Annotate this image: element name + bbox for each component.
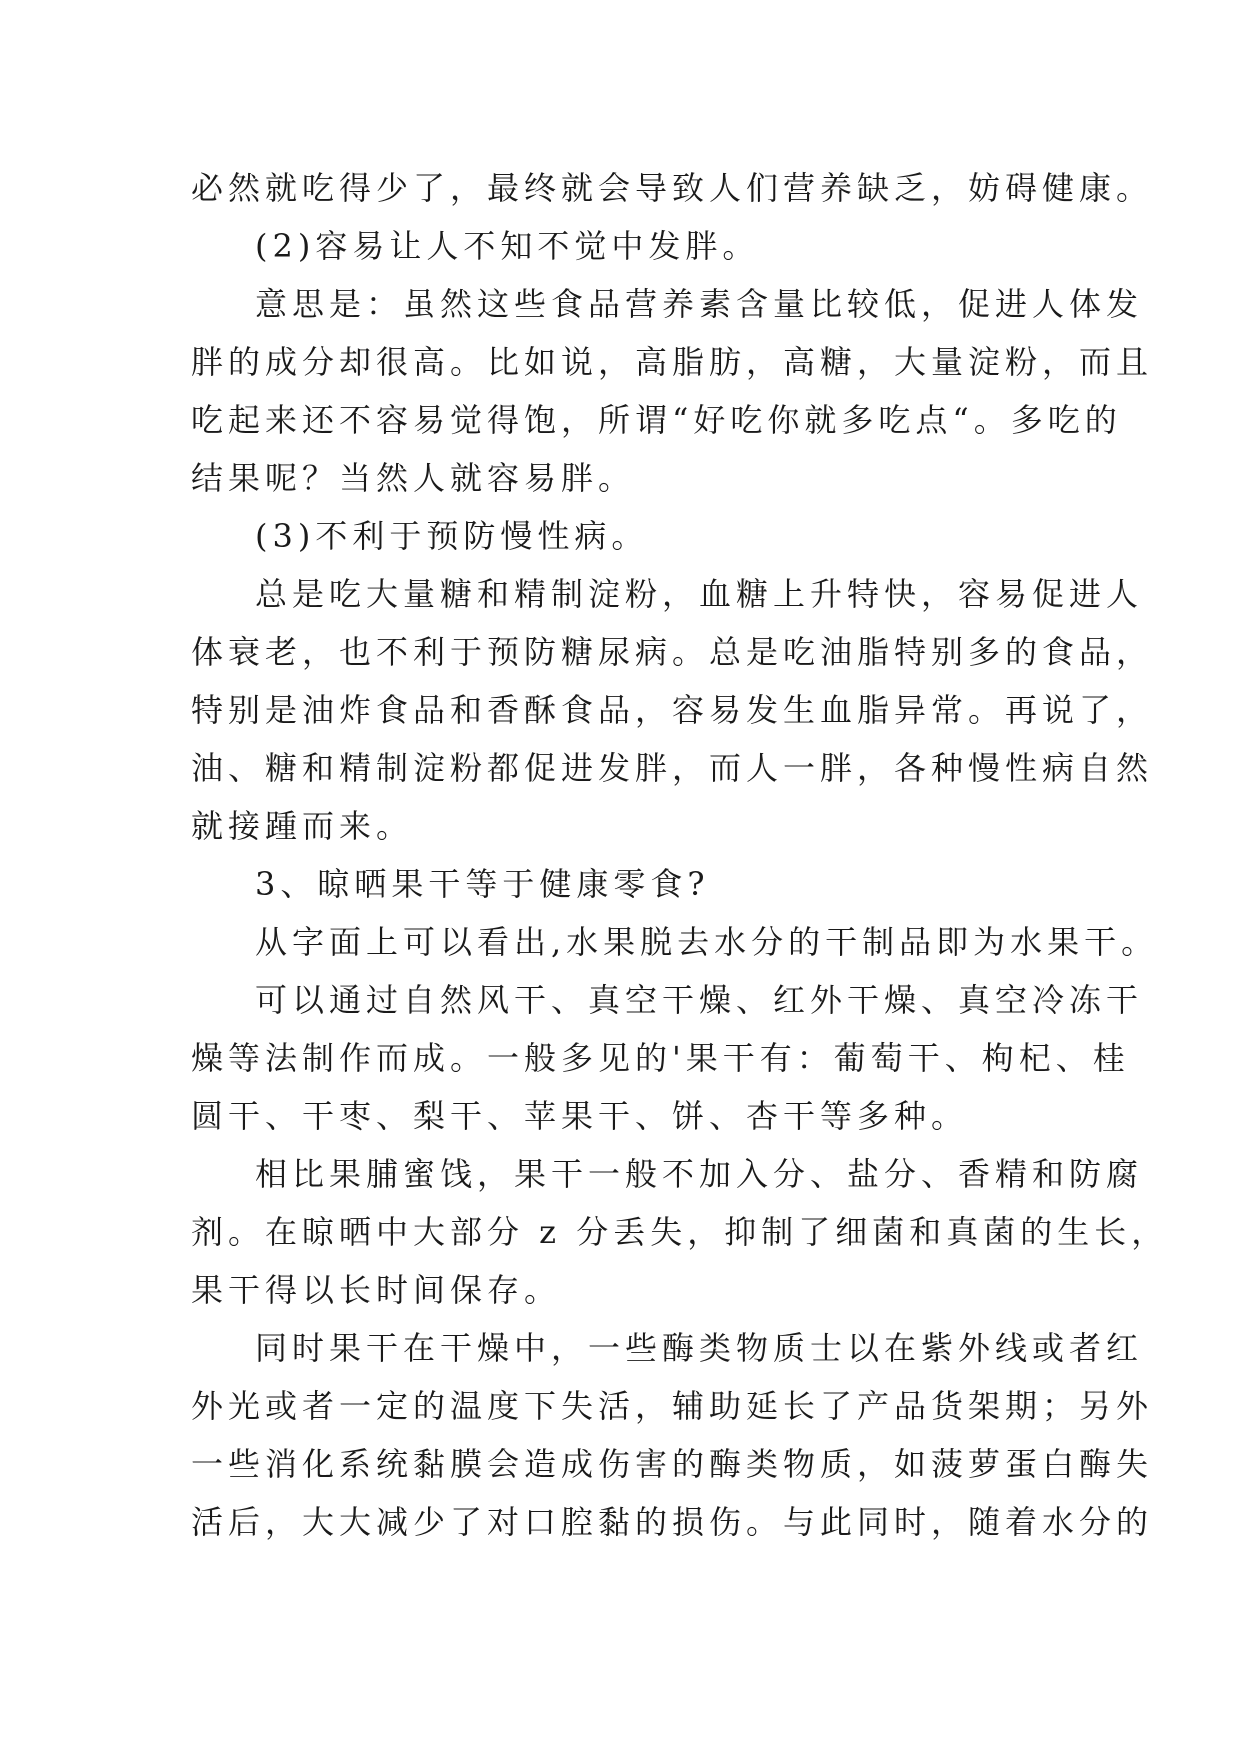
text-line: 燥等法制作而成。一般多见的'果干有：葡萄干、枸杞、桂 (191, 1039, 1130, 1077)
text-line: 一些消化系统黏膜会造成伤害的酶类物质，如菠萝蛋白酶失 (191, 1445, 1154, 1483)
paragraph-start-line: 从字面上可以看出,水果脱去水分的干制品即为水果干。 (255, 923, 1159, 961)
list-item-heading: (3)不利于预防慢性病。 (255, 517, 649, 555)
text-line: 果干得以长时间保存。 (191, 1271, 562, 1309)
text-line: 就接踵而来。 (191, 807, 414, 845)
text-line: 活后，大大减少了对口腔黏的损伤。与此同时，随着水分的 (191, 1503, 1154, 1541)
text-line: 特别是油炸食品和香酥食品，容易发生血脂异常。再说了， (191, 691, 1154, 729)
text-line: 剂。在晾晒中大部分 z 分丢失，抑制了细菌和真菌的生长， (191, 1213, 1169, 1251)
paragraph-start-line: 同时果干在干燥中，一些酶类物质士以在紫外线或者红 (255, 1329, 1144, 1367)
paragraph-start-line: 可以通过自然风干、真空干燥、红外干燥、真空冷冻干 (255, 981, 1144, 1019)
text-line: 圆干、干枣、梨干、苹果干、饼、杏干等多种。 (191, 1097, 969, 1135)
text-line: 吃起来还不容易觉得饱，所谓“好吃你就多吃点“。多吃的 (191, 401, 1122, 439)
text-line: 体衰老，也不利于预防糖尿病。总是吃油脂特别多的食品， (191, 633, 1154, 671)
list-item-heading: (2)容易让人不知不觉中发胖。 (255, 227, 760, 265)
paragraph-start-line: 总是吃大量糖和精制淀粉，血糖上升特快，容易促进人 (255, 575, 1144, 613)
paragraph-start-line: 相比果脯蜜饯，果干一般不加入分、盐分、香精和防腐 (255, 1155, 1144, 1193)
section-heading: 3、晾晒果干等于健康零食? (255, 865, 710, 903)
text-line: 油、糖和精制淀粉都促进发胖，而人一胖，各种慢性病自然 (191, 749, 1154, 787)
text-line: 结果呢？当然人就容易胖。 (191, 459, 636, 497)
text-line: 外光或者一定的温度下失活，辅助延长了产品货架期；另外 (191, 1387, 1154, 1425)
text-line: 必然就吃得少了，最终就会导致人们营养缺乏，妨碍健康。 (191, 169, 1154, 207)
text-line: 胖的成分却很高。比如说，高脂肪，高糖，大量淀粉，而且 (191, 343, 1154, 381)
paragraph-start-line: 意思是：虽然这些食品营养素含量比较低，促进人体发 (255, 285, 1144, 323)
